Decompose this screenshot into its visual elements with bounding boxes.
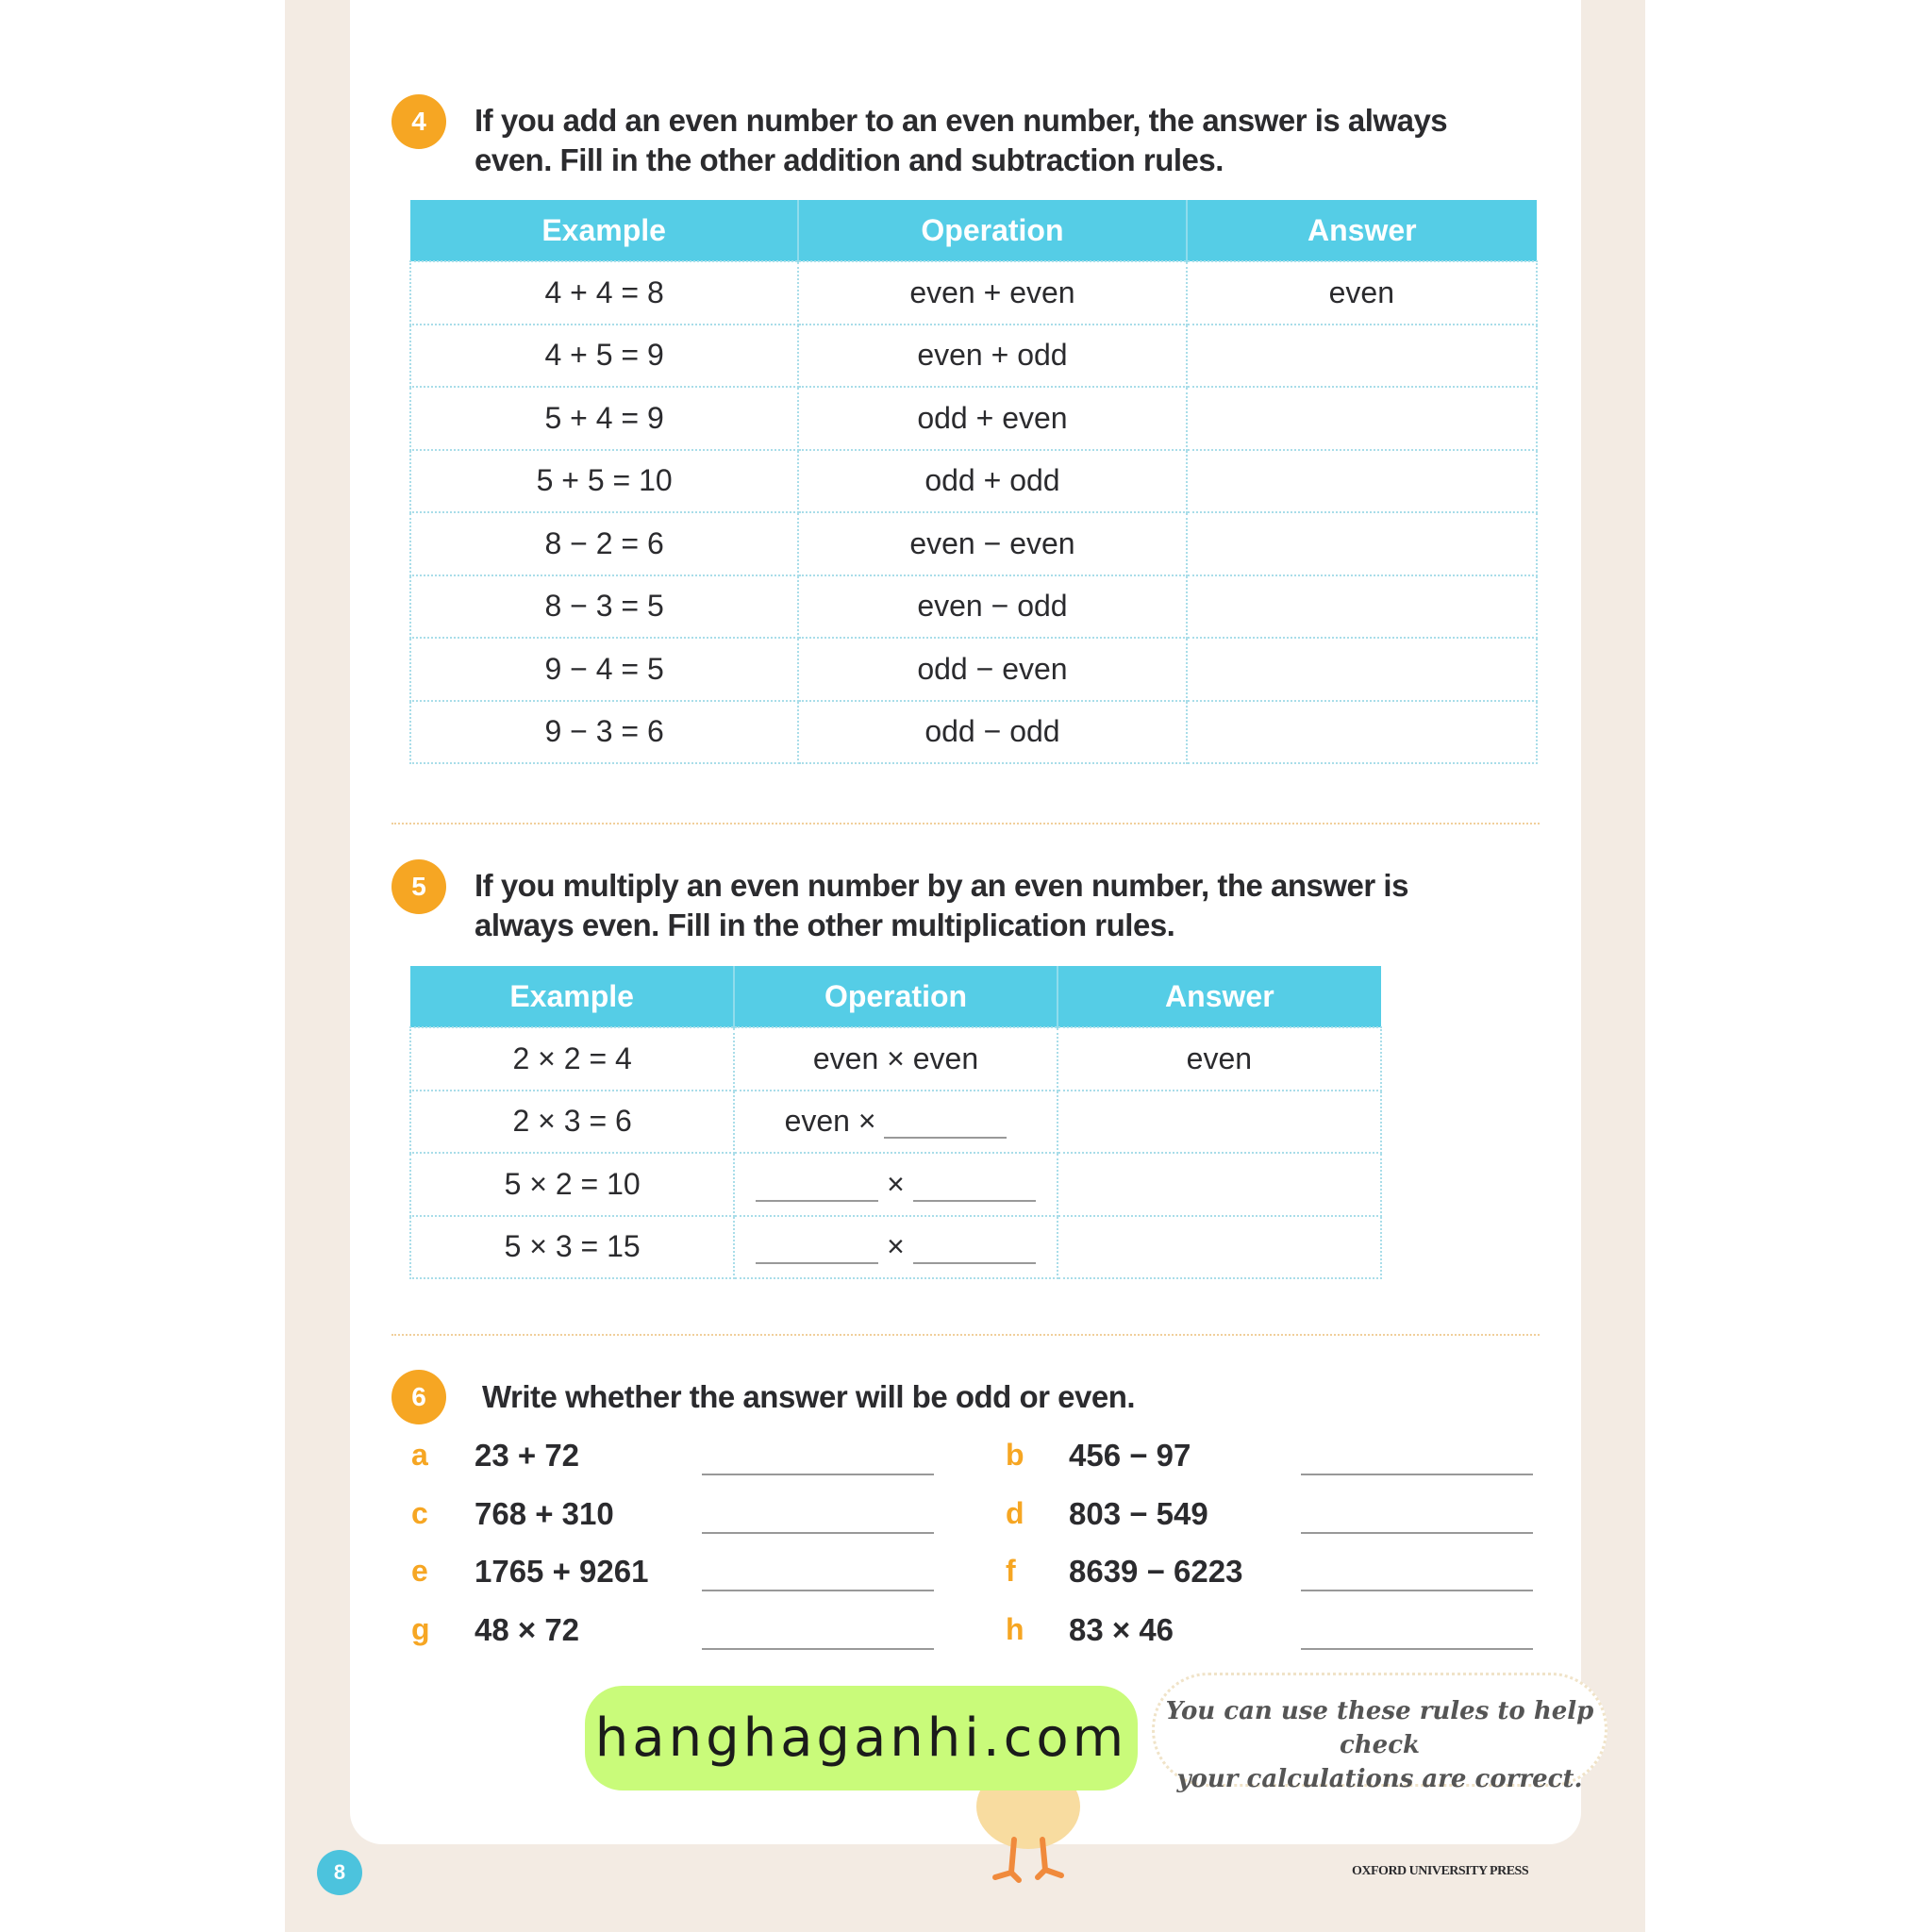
operation-cell: even − even [798, 512, 1186, 575]
tip-line2: your calculations are correct. [1176, 1765, 1583, 1793]
question-5-text [475, 866, 1408, 945]
answer-line[interactable] [702, 1474, 934, 1475]
table-row [410, 450, 1537, 513]
answer-cell[interactable] [1187, 325, 1537, 388]
item-expression: 768 + 310 [475, 1495, 614, 1531]
section-divider [391, 823, 1540, 824]
example-cell: 5 + 5 = 10 [410, 450, 798, 513]
example-cell: 5 + 4 = 9 [410, 387, 798, 450]
answer-cell[interactable] [1058, 1091, 1381, 1154]
answer-cell[interactable] [1058, 1216, 1381, 1279]
blank-line[interactable] [756, 1238, 878, 1264]
item-letter: e [411, 1554, 428, 1588]
table-row [410, 575, 1537, 639]
operation-cell [734, 1091, 1057, 1154]
item-expression: 803 − 549 [1069, 1495, 1208, 1531]
table-row [410, 701, 1537, 764]
example-cell: 4 + 5 = 9 [410, 325, 798, 388]
item-letter: d [1006, 1495, 1024, 1530]
blank-line[interactable] [884, 1112, 1007, 1139]
q5-line2: always even. Fill in the other multiplication rules. [475, 908, 1175, 942]
operation-text: even × [784, 1104, 876, 1139]
watermark: hanghaganhi.com [585, 1686, 1138, 1790]
tip-bubble [1152, 1673, 1607, 1793]
table-row [410, 1216, 1381, 1279]
answer-line[interactable] [702, 1648, 934, 1650]
section-divider [391, 1334, 1540, 1336]
answer-cell[interactable]: even [1187, 261, 1537, 325]
addition-rules-table [409, 200, 1538, 764]
operation-cell: odd − even [798, 638, 1186, 701]
blank-line[interactable] [913, 1238, 1036, 1264]
table-row [410, 1027, 1381, 1091]
example-cell: 8 − 2 = 6 [410, 512, 798, 575]
item-letter: h [1006, 1611, 1024, 1646]
chick-image [962, 1783, 1094, 1887]
answer-cell[interactable]: even [1058, 1027, 1381, 1091]
question-4-text [475, 101, 1447, 180]
answer-cell[interactable] [1187, 638, 1537, 701]
table-row [410, 1153, 1381, 1216]
header-operation: Operation [798, 200, 1186, 261]
item-expression: 23 + 72 [475, 1438, 580, 1473]
blank-line[interactable] [756, 1175, 878, 1202]
answer-line[interactable] [702, 1532, 934, 1534]
table-row [410, 325, 1537, 388]
q4-line1: If you add an even number to an even number, the answer is always [475, 103, 1448, 138]
item-expression: 83 × 46 [1069, 1611, 1174, 1647]
item-letter: b [1006, 1438, 1024, 1472]
example-cell: 5 × 3 = 15 [410, 1216, 734, 1279]
question-6-text: Write whether the answer will be odd or even. [482, 1379, 1136, 1414]
question-6-badge: 6 [391, 1370, 446, 1424]
publisher-logo: OXFORD UNIVERSITY PRESS [1352, 1864, 1529, 1878]
page-number: 8 [317, 1850, 362, 1895]
q5-line1: If you multiply an even number by an even number, the answer is [475, 868, 1408, 903]
operation-text: × [887, 1166, 905, 1201]
operation-cell [734, 1216, 1057, 1279]
tip-line1: You can use these rules to help check [1165, 1697, 1594, 1759]
operation-text: × [887, 1229, 905, 1264]
example-cell: 2 × 2 = 4 [410, 1027, 734, 1091]
answer-line[interactable] [702, 1590, 934, 1591]
item-expression: 1765 + 9261 [475, 1554, 649, 1589]
operation-cell: even + even [798, 261, 1186, 325]
q4-line2: even. Fill in the other addition and subtraction rules. [475, 142, 1224, 177]
operation-cell: even − odd [798, 575, 1186, 639]
item-expression: 48 × 72 [475, 1611, 580, 1647]
blank-line[interactable] [913, 1175, 1036, 1202]
item-letter: c [411, 1495, 428, 1530]
item-letter: g [411, 1611, 430, 1646]
item-letter: a [411, 1438, 428, 1472]
header-answer: Answer [1187, 200, 1537, 261]
answer-line[interactable] [1301, 1532, 1533, 1534]
operation-cell: even + odd [798, 325, 1186, 388]
item-letter: f [1006, 1554, 1016, 1588]
table-row [410, 1091, 1381, 1154]
table-row [410, 261, 1537, 325]
operation-cell: odd − odd [798, 701, 1186, 764]
item-expression: 456 − 97 [1069, 1438, 1191, 1473]
header-operation: Operation [734, 966, 1057, 1027]
example-cell: 8 − 3 = 5 [410, 575, 798, 639]
example-cell: 4 + 4 = 8 [410, 261, 798, 325]
answer-line[interactable] [1301, 1648, 1533, 1650]
table-row [410, 638, 1537, 701]
example-cell: 2 × 3 = 6 [410, 1091, 734, 1154]
question-4-badge: 4 [391, 94, 446, 149]
operation-cell: odd + even [798, 387, 1186, 450]
item-expression: 8639 − 6223 [1069, 1554, 1243, 1589]
table-row [410, 387, 1537, 450]
answer-cell[interactable] [1187, 701, 1537, 764]
operation-cell: even × even [734, 1027, 1057, 1091]
answer-cell[interactable] [1187, 575, 1537, 639]
header-example: Example [410, 966, 734, 1027]
answer-cell[interactable] [1187, 387, 1537, 450]
question-5-badge: 5 [391, 859, 446, 914]
example-cell: 5 × 2 = 10 [410, 1153, 734, 1216]
example-cell: 9 − 4 = 5 [410, 638, 798, 701]
operation-cell [734, 1153, 1057, 1216]
answer-cell[interactable] [1187, 450, 1537, 513]
example-cell: 9 − 3 = 6 [410, 701, 798, 764]
table-row [410, 512, 1537, 575]
answer-line[interactable] [1301, 1590, 1533, 1591]
answer-cell[interactable] [1058, 1153, 1381, 1216]
multiplication-rules-table [409, 966, 1382, 1279]
answer-line[interactable] [1301, 1474, 1533, 1475]
answer-cell[interactable] [1187, 512, 1537, 575]
header-example: Example [410, 200, 798, 261]
operation-cell: odd + odd [798, 450, 1186, 513]
header-answer: Answer [1058, 966, 1381, 1027]
